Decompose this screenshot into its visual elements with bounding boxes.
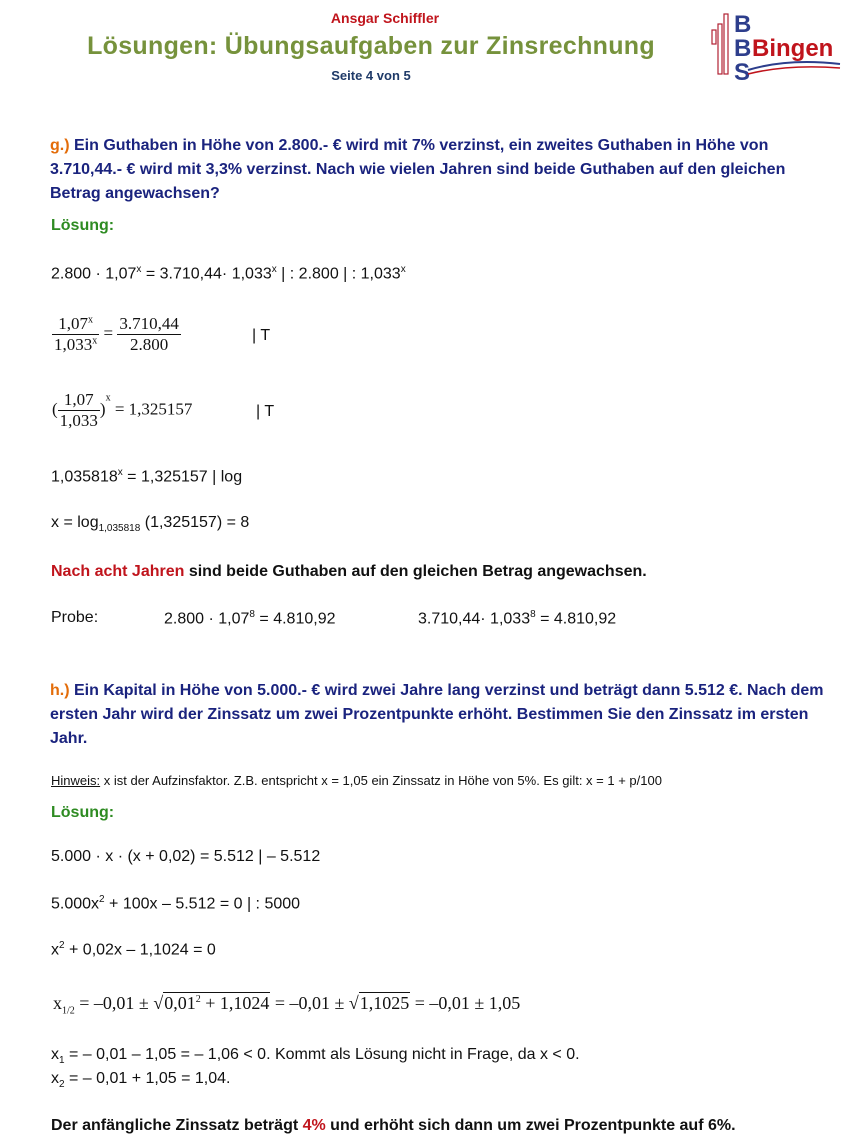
g-equation-4: $1,035818^x = 1,325157$ | log <box>51 467 243 486</box>
page-number: Seite 4 von 5 <box>331 68 411 83</box>
question-g-text: Ein Guthaben in Höhe von 2.800.- € wird mit 7% verzinst, ein zweites Guthaben in Höhe von 3.710,44.- € wird mit 3,3% verzinst. Nach wie vielen Jahren sind beide Guthaben auf den gleichen Betrag angewachsen? <box>50 137 786 202</box>
solution-h-label: Lösung: <box>51 804 115 821</box>
h-equation-3: $x^2 + 0,02x - 1,1024 = 0$ <box>51 940 216 959</box>
g-equation-3: ( $\frac{1,07}{1,033}$ )$^x$ = 1,325157 <box>52 390 193 430</box>
logo-letter-b1: B <box>734 11 752 38</box>
g-equation-2-note: | T <box>252 327 271 344</box>
question-h-text: Ein Kapital in Höhe von 5.000.- € wird zwei Jahre lang verzinst und beträgt dann 5.512 €. Nach dem ersten Jahr wird der Zinssatz um zwei Prozentpunkte erhöht. Bestimmen Sie den Zinssatz im ersten Jahr. <box>50 682 824 747</box>
g-equation-5: $x = \log_{1,035818} (1,325157) = 8$ <box>51 514 250 535</box>
solution-g-label: Lösung: <box>51 217 115 234</box>
h-equation-1: 5.000 · x · (x + 0,02) = 5.512 | – 5.512 <box>51 848 321 865</box>
logo-letter-b2: B <box>734 35 752 62</box>
g-probe-1: $2.800 \cdot 1,07^8 = 4.810,92$ <box>164 609 336 628</box>
question-h <box>50 679 830 751</box>
bbs-bingen-logo <box>708 10 843 82</box>
g-equation-3-note: | T <box>256 403 275 420</box>
h-equation-2: $5.000x^2 + 100x - 5.512 = 0$ | : 5000 <box>51 894 301 913</box>
g-equation-1: $2.800 \cdot 1,07^x = 3.710,44\cdot 1,033^x$ | : 2.800 | : 1,033$^x$ <box>51 264 406 283</box>
logo-letter-s: S <box>734 59 751 82</box>
logo-word: Bingen <box>752 35 834 62</box>
question-g <box>50 134 830 206</box>
h-x1: $x_1$ = – 0,01 – 1,05 = – 1,06 < 0. Kommt als Lösung nicht in Frage, da x < 0. <box>51 1046 580 1067</box>
g-equation-2: $\frac{1,07^x}{1,033^x}$ = $\frac{3.710,44}{2.800}$ <box>54 314 179 354</box>
logo-graphic <box>708 10 843 82</box>
h-x2: $x_2$ = – 0,01 + 1,05 = 1,04. <box>51 1070 231 1091</box>
g-probe-label: Probe: <box>51 609 99 626</box>
g-probe-2: $3.710,44\cdot 1,033^8 = 4.810,92$ <box>418 609 617 628</box>
h-hint: Hinweis: x ist der Aufzinsfaktor. Z.B. entspricht x = 1,05 ein Zinssatz in Höhe von 5%. Es gilt: x = 1 + p/100 <box>51 773 662 788</box>
question-h-label: h.) <box>50 682 70 699</box>
question-g-label: g.) <box>50 137 70 154</box>
g-answer: Nach acht Jahren sind beide Guthaben auf den gleichen Betrag angewachsen. <box>51 563 647 580</box>
page-title: Lösungen: Übungsaufgaben zur Zinsrechnung <box>87 32 655 60</box>
h-final-answer: Der anfängliche Zinssatz beträgt 4% und erhöht sich dann um zwei Prozentpunkte auf 6%. <box>51 1117 736 1134</box>
author-name: Ansgar Schiffler <box>330 10 440 26</box>
h-equation-4: $x_{1/2} = -0,01 \pm √0,01^2 + 1,1024 = -0,01 \pm √1,1025 = -0,01 \pm 1,05$ <box>53 993 521 1017</box>
